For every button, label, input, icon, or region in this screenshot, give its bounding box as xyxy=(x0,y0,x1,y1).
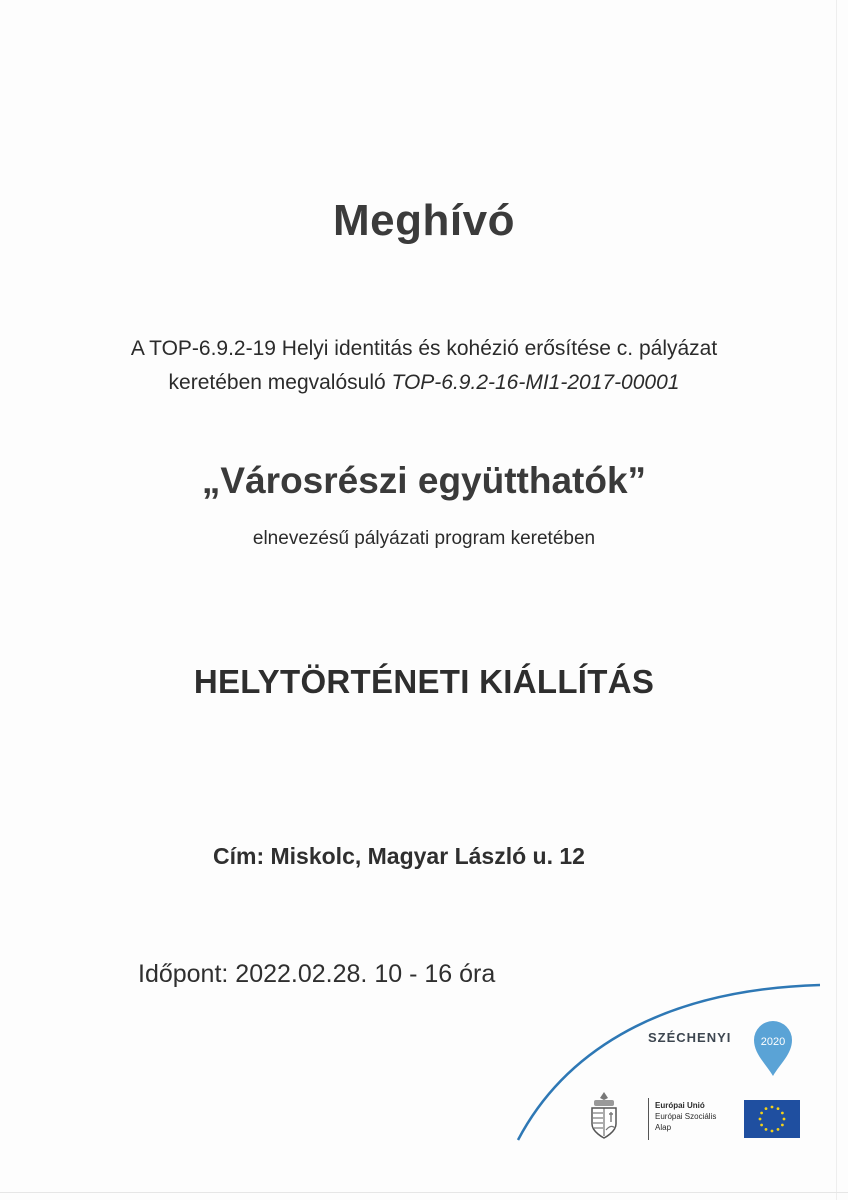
eu-star xyxy=(771,1130,774,1133)
exhibition-heading: HELYTÖRTÉNETI KIÁLLÍTÁS xyxy=(193,663,655,700)
page-title: Meghívó xyxy=(333,196,515,245)
eu-fund-label xyxy=(655,1100,716,1133)
event-time: Időpont: 2022.02.28. 10 - 16 óra xyxy=(138,960,496,988)
eu-line-2: Európai Szociális xyxy=(655,1112,717,1121)
szechenyi-logo-text: SZÉCHENYI xyxy=(648,1030,732,1045)
program-name: „Városrészi együtthatók” xyxy=(201,460,647,501)
project-code: TOP-6.9.2-16-MI1-2017-00001 xyxy=(391,371,680,394)
eu-line-1: Európai Unió xyxy=(655,1101,705,1110)
eu-star xyxy=(759,1118,762,1121)
eu-star xyxy=(781,1112,784,1115)
eu-star xyxy=(760,1124,763,1127)
logo-divider xyxy=(648,1098,649,1140)
eu-star xyxy=(765,1107,768,1110)
eu-star xyxy=(771,1106,774,1109)
eu-star xyxy=(760,1112,763,1115)
eu-star xyxy=(765,1128,768,1131)
eu-line-3: Alap xyxy=(655,1123,672,1132)
intro-line-2-prefix: keretében megvalósuló xyxy=(168,371,392,394)
eu-flag-icon xyxy=(744,1100,800,1138)
szechenyi-year: 2020 xyxy=(760,1036,786,1048)
szechenyi-pin-icon xyxy=(752,1018,794,1078)
eu-star xyxy=(781,1124,784,1127)
address: Cím: Miskolc, Magyar László u. 12 xyxy=(213,843,585,869)
intro-line-1: A TOP-6.9.2-19 Helyi identitás és kohézió erősítése c. pályázat xyxy=(130,337,718,360)
program-subtitle: elnevezésű pályázati program keretében xyxy=(252,528,596,549)
scan-edge-right xyxy=(836,0,837,1200)
eu-star xyxy=(783,1118,786,1121)
eu-star xyxy=(777,1128,780,1131)
scan-edge-bottom xyxy=(0,1192,848,1193)
eu-star xyxy=(777,1107,780,1110)
hungarian-coat-of-arms-icon xyxy=(588,1090,620,1140)
